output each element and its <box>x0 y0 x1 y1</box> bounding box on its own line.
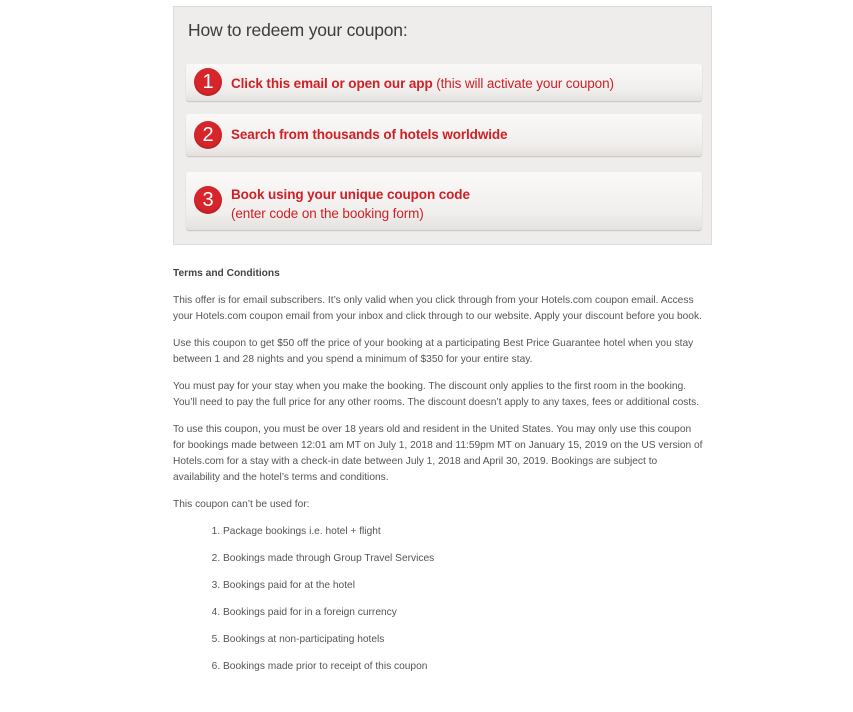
step-number-badge: 1 <box>194 68 222 96</box>
list-item: 1. Package bookings i.e. hotel + flight <box>223 524 705 540</box>
terms-and-conditions <box>173 266 705 686</box>
step-number-badge: 2 <box>194 121 222 149</box>
step-text-bold: Click this email or open our app <box>231 76 433 91</box>
step-text-bold: Search from thousands of hotels worldwide <box>231 127 508 142</box>
redeem-step-1 <box>186 64 702 101</box>
terms-paragraph: Use this coupon to get $50 off the price of your booking at a participating Best Price Guarantee hotel when you stay between 1 and 28 nights and you spend a minimum of $350 for your entire stay. <box>173 338 694 365</box>
step-text <box>231 185 470 223</box>
list-item: 2. Bookings made through Group Travel Services <box>223 551 705 567</box>
step-number-badge: 3 <box>194 186 222 214</box>
step-text-note: (enter code on the booking form) <box>231 206 424 221</box>
list-item: 3. Bookings paid for at the hotel <box>223 578 705 594</box>
terms-heading: Terms and Conditions <box>173 268 280 279</box>
step-text <box>231 127 507 142</box>
terms-paragraph: This offer is for email subscribers. It’s only valid when you click through from your Hotels.com coupon email. Access your Hotels.com coupon email from your inbox and click through to our website. Apply your discount before you book. <box>173 295 702 322</box>
terms-paragraph: This coupon can’t be used for: <box>173 499 310 510</box>
redeem-step-3 <box>186 172 702 230</box>
step-text-note: (this will activate your coupon) <box>432 76 614 91</box>
terms-paragraph: To use this coupon, you must be over 18 years old and resident in the United States. You may only use this coupon for bookings made between 12:01 am MT on July 1, 2018 and 11:59pm MT on January 15, 2019 on the US version of Hotels.com for a stay with a check-in date between July 1, 2018 and April 30, 2019. Bookings are subject to availability and the hotel’s terms and conditions. <box>173 424 703 483</box>
list-item: 6. Bookings made prior to receipt of this coupon <box>223 659 705 675</box>
redeem-instructions-banner <box>173 6 712 245</box>
list-item: 4. Bookings paid for in a foreign currency <box>223 605 705 621</box>
exclusions-list <box>173 524 705 675</box>
step-text-bold: Book using your unique coupon code <box>231 187 470 202</box>
step-text <box>231 76 614 91</box>
redeem-step-2 <box>186 114 702 156</box>
terms-paragraph: You must pay for your stay when you make the booking. The discount only applies to the first room in the booking. You’ll need to pay the full price for any other rooms. The discount doesn’t apply to any taxes, fees or additional costs. <box>173 381 700 408</box>
list-item: 5. Bookings at non-participating hotels <box>223 632 705 648</box>
redeem-title: How to redeem your coupon: <box>188 20 408 40</box>
